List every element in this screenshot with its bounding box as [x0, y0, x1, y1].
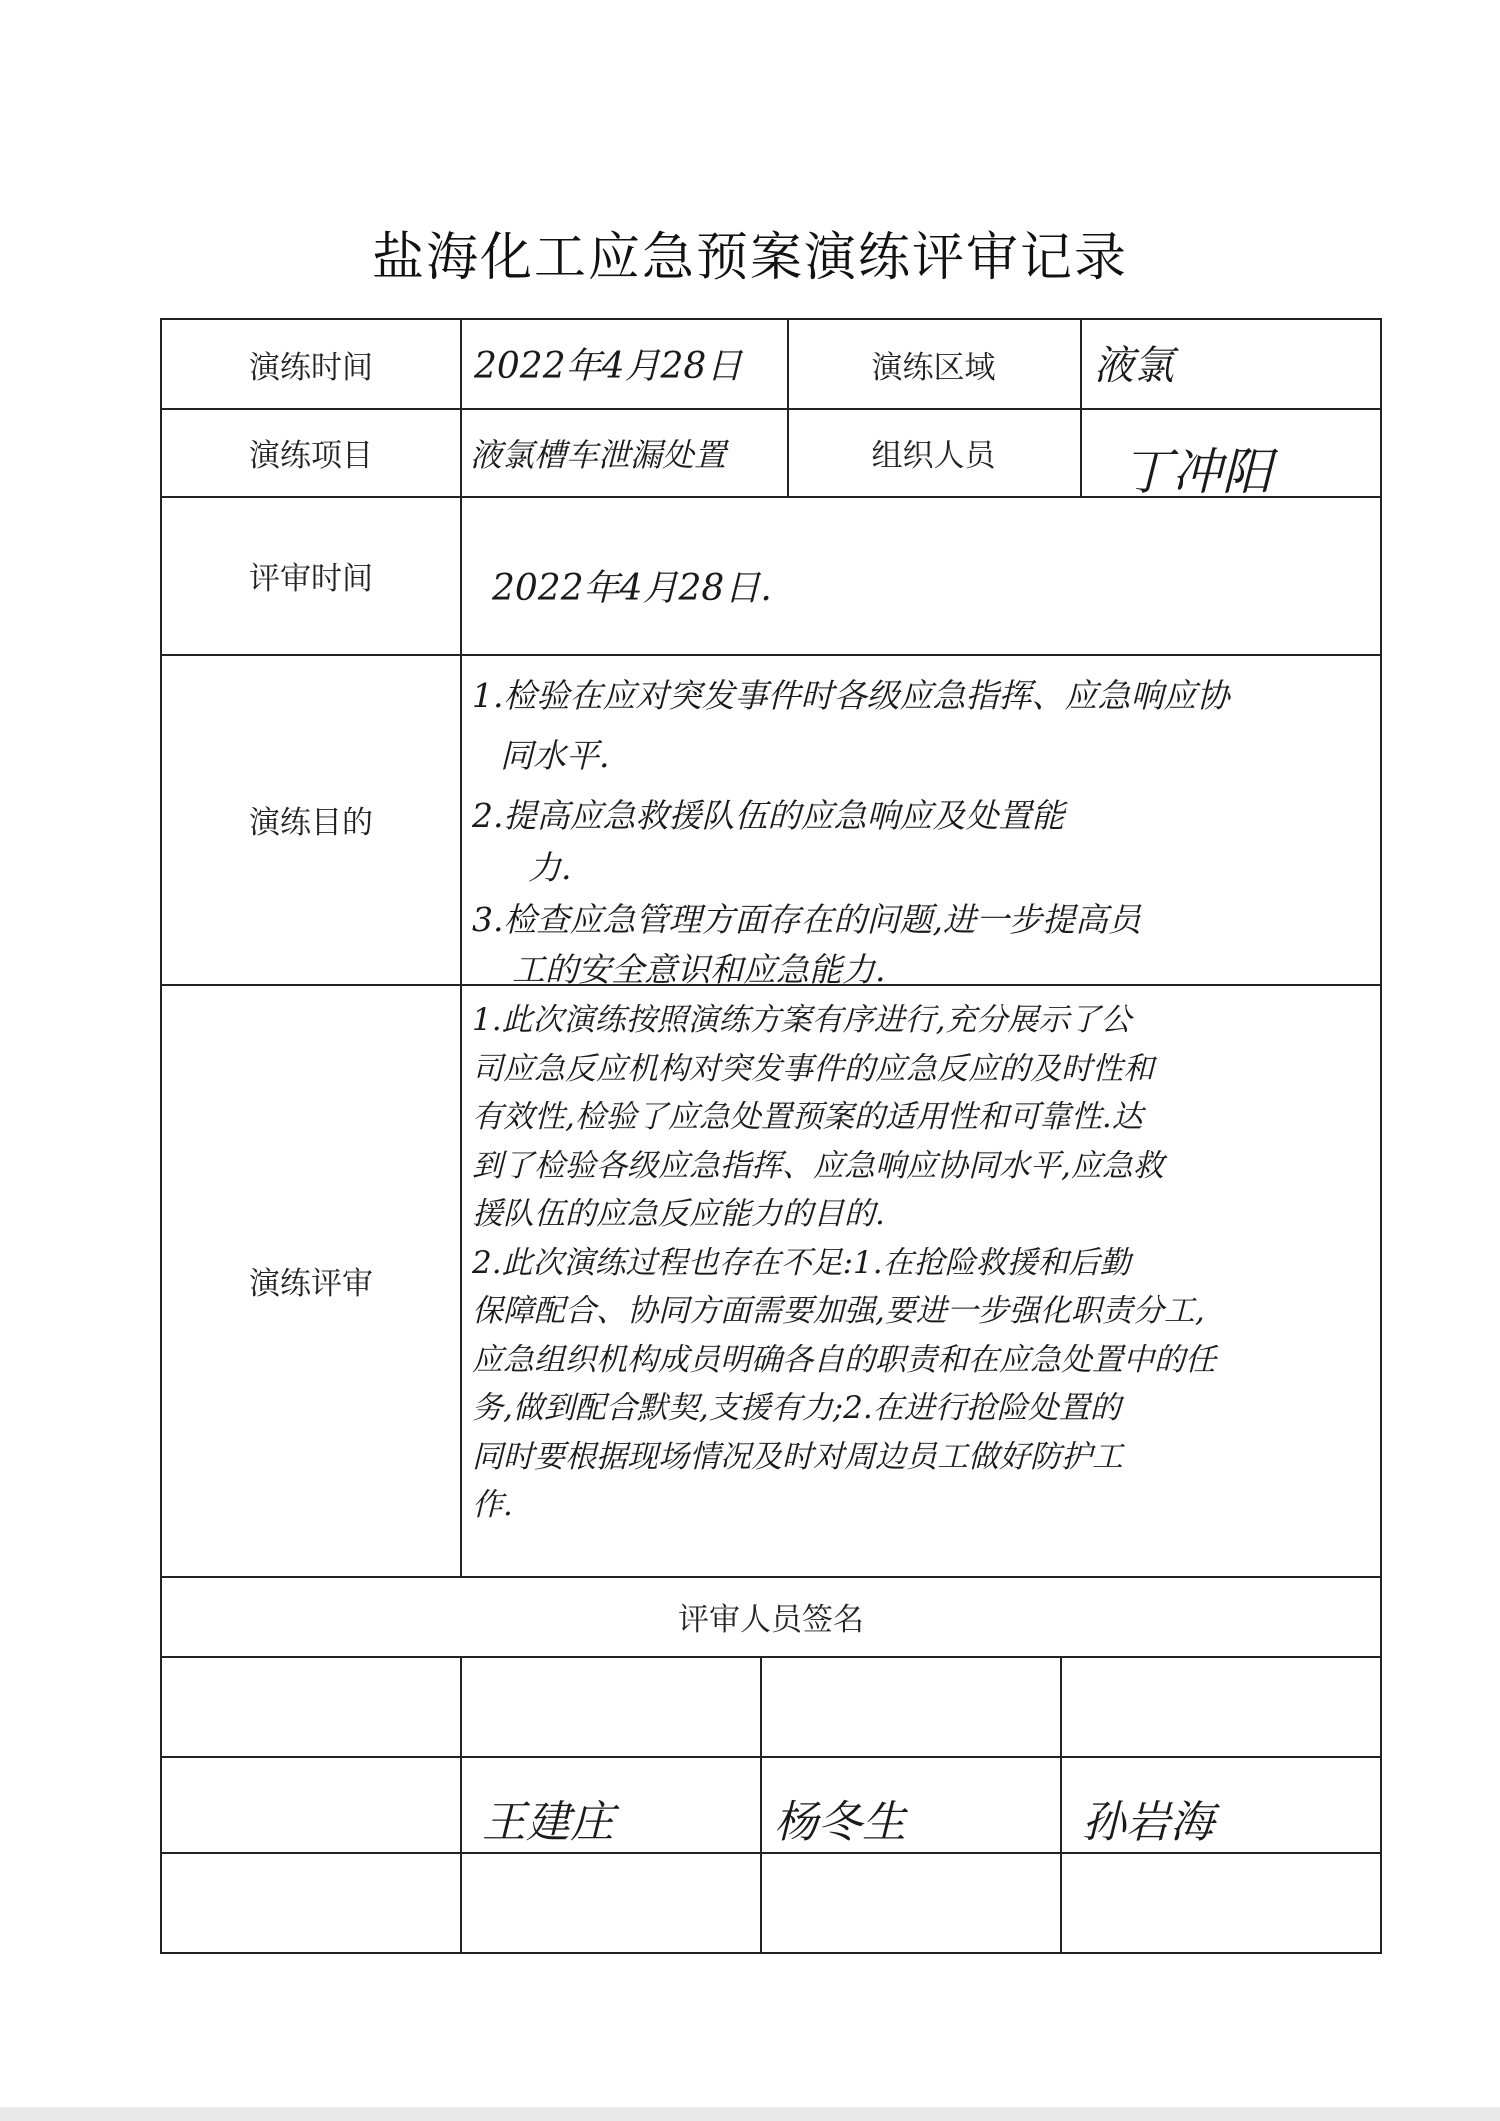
drill-project-value: 液氯槽车泄漏处置	[470, 436, 727, 474]
column-divider	[460, 1656, 462, 1952]
reviewer-signature-1: 王建庄	[482, 1797, 614, 1848]
purpose-line: 工的安全意识和应急能力.	[512, 950, 886, 989]
row-divider	[162, 1656, 1380, 1658]
purpose-line: 1.检验在应对突发事件时各级应急指挥、应急响应协	[472, 676, 1230, 715]
purpose-line: 力.	[528, 848, 572, 887]
review-form-table	[160, 318, 1382, 1954]
drill-review-text	[472, 996, 1372, 1530]
review-time-value: 2022年4月28日.	[492, 568, 772, 609]
review-line: 2.此次演练过程也存在不足:1.在抢险救援和后勤	[472, 1244, 1131, 1281]
review-line: 司应急反应机构对突发事件的应急反应的及时性和	[472, 1050, 1154, 1087]
drill-project-label: 演练项目	[249, 437, 373, 474]
drill-purpose-text	[472, 666, 1372, 990]
organizer-signature: 丁冲阳	[1122, 443, 1272, 501]
page-title: 盐海化工应急预案演练评审记录	[371, 228, 1128, 288]
review-line: 1.此次演练按照演练方案有序进行,充分展示了公	[472, 1002, 1132, 1038]
review-line: 作.	[472, 1487, 513, 1523]
review-time-label: 评审时间	[249, 560, 373, 597]
signatures-header: 评审人员签名	[678, 1601, 864, 1638]
column-divider	[760, 1656, 762, 1952]
review-line: 到了检验各级应急指挥、应急响应协同水平,应急救	[472, 1147, 1164, 1184]
purpose-line: 3.检查应急管理方面存在的问题,进一步提高员	[472, 900, 1141, 939]
drill-area-value: 液氯	[1094, 343, 1174, 389]
review-line: 保障配合、协同方面需要加强,要进一步强化职责分工,	[472, 1293, 1205, 1329]
column-divider	[1060, 1656, 1062, 1952]
review-line: 同时要根据现场情况及时对周边员工做好防护工	[472, 1438, 1123, 1475]
organizer-label: 组织人员	[871, 437, 996, 474]
drill-time-label: 演练时间	[249, 349, 373, 386]
purpose-line: 同水平.	[500, 736, 610, 775]
drill-area-label: 演练区域	[871, 349, 996, 386]
row-divider	[162, 1852, 1380, 1854]
scan-edge	[0, 2107, 1500, 2121]
purpose-line: 2.提高应急救援队伍的应急响应及处置能	[472, 796, 1065, 835]
drill-time-value: 2022年4月28日	[474, 346, 743, 387]
review-line: 应急组织机构成员明确各自的职责和在应急处置中的任	[472, 1341, 1216, 1378]
drill-review-label: 演练评审	[249, 1265, 373, 1302]
reviewer-signature-3: 孙岩海	[1082, 1797, 1214, 1848]
row-divider	[162, 1756, 1380, 1758]
column-divider	[460, 320, 462, 1576]
review-line: 有效性,检验了应急处置预案的适用性和可靠性.达	[472, 1099, 1143, 1135]
drill-purpose-label: 演练目的	[249, 804, 373, 841]
reviewer-signature-2: 杨冬生	[774, 1797, 906, 1848]
review-line: 务,做到配合默契,支援有力;2.在进行抢险处置的	[472, 1390, 1121, 1426]
column-divider	[1080, 320, 1082, 496]
review-line: 援队伍的应急反应能力的目的.	[472, 1196, 885, 1232]
